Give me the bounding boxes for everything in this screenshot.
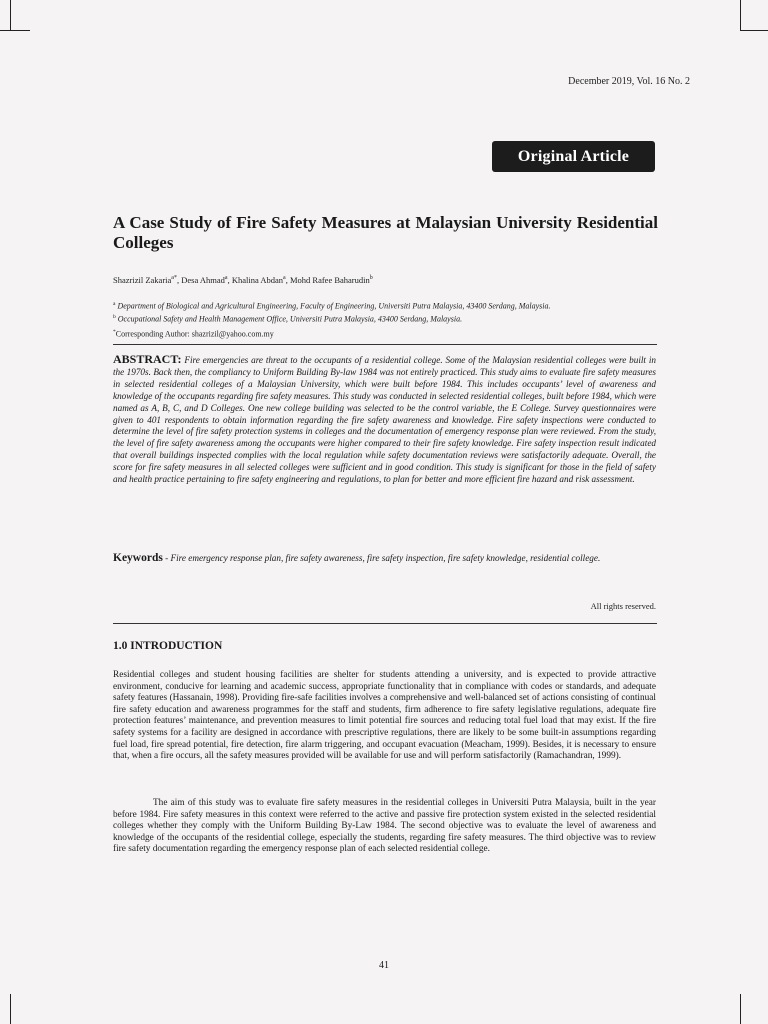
keywords	[113, 552, 656, 564]
page-number: 41	[379, 960, 389, 971]
author-list: Shazrizil Zakaria$^{a*}$, Desa Ahmad$^a$, Khalina Abdan$^a$, Mohd Rafee Baharudin$^b$	[113, 275, 373, 285]
affiliation-text: Occupational Safety and Health Management Office, Universiti Putra Malaysia, 43400 Serdang, Malaysia.	[117, 314, 463, 324]
crop-mark	[740, 994, 741, 1024]
article-title: A Case Study of Fire Safety Measures at Malaysian University Residential Colleges	[113, 213, 658, 252]
author-name: Desa Ahmad	[181, 275, 225, 285]
keywords-label: Keywords	[113, 552, 163, 564]
rights-notice: All rights reserved.	[590, 601, 656, 611]
author-affiliation-mark: b	[369, 275, 373, 282]
author-affiliation-mark: a	[283, 275, 286, 282]
article-type-badge: Original Article	[492, 141, 655, 172]
author-affiliation-mark: a	[224, 275, 228, 282]
body-paragraph: The aim of this study was to evaluate fire safety measures in the residential colleges in Universiti Putra Malaysia, built in the year before 1984. Fire safety measures in this context were referred to the active and passive fire protection system existed in the selected residential colleges whether they comply with the Uniform Building By-Law 1984. The second objective was to evaluate the level of awareness and knowledge of the occupants of the residential college, especially the students, regarding fire safety measures. The third objective was to review fire safety documentation regarding the emergency response plan of each selected residential college.	[113, 798, 656, 855]
crop-mark	[10, 0, 11, 30]
journal-issue: December 2019, Vol. 16 No. 2	[568, 76, 690, 87]
divider	[113, 623, 657, 624]
author-name: Khalina Abdan	[231, 275, 284, 285]
divider	[113, 344, 657, 345]
crop-mark	[10, 994, 11, 1024]
abstract-label: ABSTRACT:	[113, 352, 182, 366]
crop-mark	[740, 30, 768, 31]
author-name: Shazrizil Zakaria	[113, 275, 172, 285]
crop-mark	[740, 0, 741, 30]
abstract	[113, 354, 656, 486]
corresponding-author	[113, 329, 274, 339]
affiliation	[113, 299, 551, 312]
affiliation-text: Department of Biological and Agricultural Engineering, Faculty of Engineering, Universiti Putra Malaysia, 43400 Serdang, Malaysia.	[117, 301, 551, 311]
author-name: Mohd Rafee Baharudin	[289, 275, 370, 285]
author-affiliation-mark: a*	[171, 275, 177, 282]
keywords-text: - Fire emergency response plan, fire safety awareness, fire safety inspection, fire safety knowledge, residential college.	[162, 553, 601, 563]
affiliation-mark: b	[113, 313, 116, 320]
section-heading: 1.0 INTRODUCTION	[113, 640, 223, 652]
corresponding-mark: *	[113, 329, 116, 335]
body-paragraph: Residential colleges and student housing facilities are shelter for students attending a university, and is expected to provide attractive environment, conducive for learning and academic success, appropriate functionality that in compliance with codes or standards, and adequate safety features (Hassanain, 1998). Providing fire-safe facilities involves a comprehensive and well-balanced set of actions consisting of continual fire safety education and awareness programmes for the staff and students, firm adherence to fire safety legislative regulations, adequate fire protection features’ maintenance, and prevention measures to limit potential fire sources and reducing total fuel load that may exist. If the fire safety systems for a facility are designed in accordance with prescriptive regulations, there are likely to be some built-in assumptions regarding fuel load, fire spread potential, fire detection, fire alarm triggering, and occupant evacuation (Meacham, 1999). Besides, it is necessary to ensure that, when a fire occurs, all the safety measures provided will be available for use and will perform satisfactorily (Ramachandran, 1999).	[113, 670, 656, 762]
abstract-text: Fire emergencies are threat to the occupants of a residential college. Some of the Malaysian residential colleges were built in the 1970s. Back then, the compliancy to Uniform Building By-law 1984 was not entirely practiced. This study aims to evaluate fire safety measures in selected residential colleges of a Malaysian University, which were built before 1984. This includes occupants’ level of awareness and knowledge of the occupants regarding fire safety measures. This study was conducted in selected residential colleges, built before 1984, which were named as A, B, C, and D Colleges. One new college building was selected to be the control variable, the E College. Survey questionnaires were given to 401 respondents to obtain information regarding the fire safety awareness and knowledge. Fire safety inspections were conducted to determine the level of fire safety protection systems in colleges and the documentation of emergency response plan were reviewed. From the study, the level of fire safety awareness among the occupants were higher compared to their fire safety knowledge. Fire safety inspection result indicated that overall buildings inspected complies with the local regulation while safety documentation reviews were satisfactorily adequate. Overall, the score for fire safety measures in all selected colleges were sufficient and in good condition. This study is significant for those in the field of safety and health practice pertaining to fire safety engineering and regulations, to plan for better and more efficient fire hazard and risk assessment.	[113, 355, 656, 485]
affiliation	[113, 312, 551, 325]
affiliation-mark: a	[113, 301, 116, 307]
corresponding-text: Corresponding Author: shazrizil@yahoo.com.my	[115, 329, 274, 339]
crop-mark	[0, 30, 30, 31]
affiliations	[113, 299, 551, 324]
